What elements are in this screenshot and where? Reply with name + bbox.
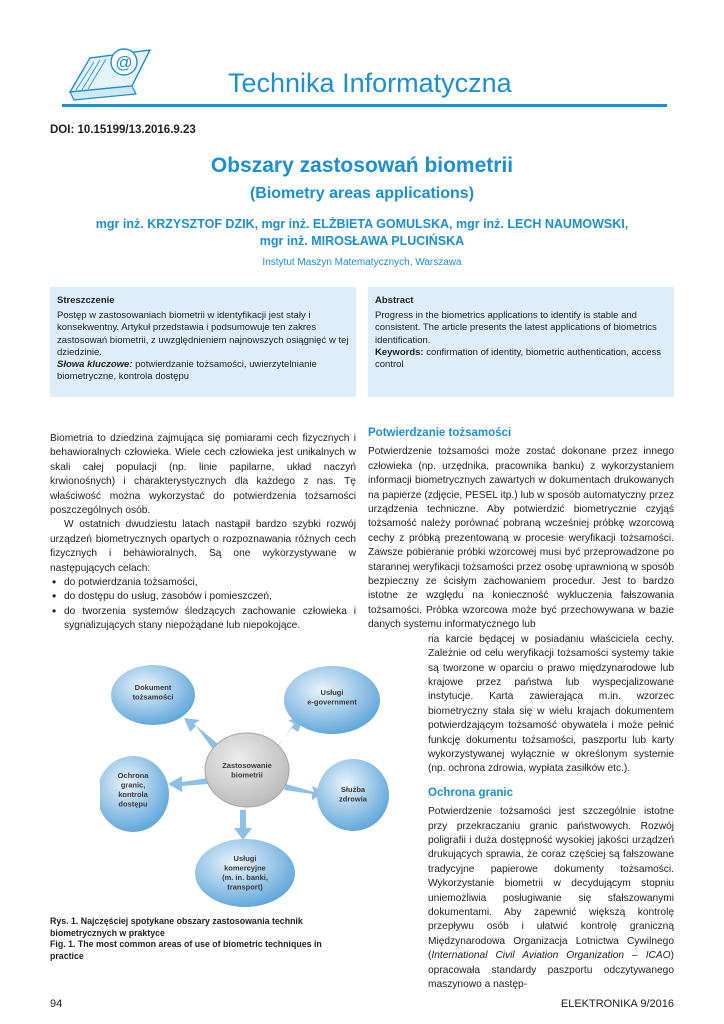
node-label: transport) [227,882,263,892]
paragraph: Biometria to dziedzina zajmująca się pomiarami cech fizycznych i behawioralnych człowieka. Wiele cech człowieka jest unikalnych w skali całej populacji (np. linie papilarne, układ naczyń krwionośnych) i charakterystycznych dla każdego z nas. Tę właściwość można wykorzystać do potwierdzenia tożsamości poszczególnych osób. [50,433,356,517]
node-label: Usługi [320,688,344,697]
node-label: Usługi [233,854,257,863]
text-run: Potwierdzenie tożsamości jest szczególnie istotne przy przekraczaniu granic państwowych. Rozwój poligrafii i duża dostępność wysokiej jakości urządzeń drukujących sprawia, że coraz częściej są fałszowane tradycyjne papierowe dokumenty tożsamości. Wykorzystanie biometrii w decydującym stopniu uniemożliwia posługiwanie się sfałszowanymi dokumentami. Aby zapewnić większą kontrolę przepływu osób i ułatwić kontrolę graniczną Międzynarodowa Organizacja Lotnictwa Cywilnego ( [428,806,674,962]
authors [40,216,684,250]
abstract-en-text: Progress in the biometrics applications to identify is stable and consistent. The article presents the latest applications of biometrics identification. [375,310,657,346]
abstract-pl-box [50,287,356,397]
abstract-en-keywords [375,347,667,371]
authors-line-2: mgr inż. MIROSŁAWA PLUCIŃSKA [259,234,465,248]
figure-caption [50,916,356,962]
journal-title: Technika Informatyczna [228,68,512,98]
caption-pl: Rys. 1. Najczęściej spotykane obszary zastosowania technik biometrycznych w praktyce [50,916,303,938]
text-run: – [624,950,646,962]
right-column [368,426,674,992]
italic-run: ICAO [645,950,671,962]
paragraph [428,805,674,992]
center-node-label: Zastosowanie [222,761,272,770]
node-label: e-government [307,697,357,707]
doi: DOI: 10.15199/13.2016.9.23 [50,124,196,136]
keywords-en-label: Keywords: [375,346,424,358]
section-title: Potwierdzanie tożsamości [368,427,512,439]
keywords-pl: potwierdzanie tożsamości, uwierzytelnianie biometryczne, kontrola dostępu [57,359,317,383]
abstract-pl-text: Postęp w zastosowaniach biometrii w identyfikacji jest stały i konsekwentny. Artykuł przedstawia i podsumowuje ten zakres zastosowań biometrii, z uwzględnieniem najnowszych osiągnięć w tej dziedzinie. [57,310,349,358]
section-title: Ochrona granic [428,786,513,799]
paragraph: Potwierdzenie tożsamości może zostać dokonane przez innego człowieka (np. urzędnika, pracownika banku) z wykorzystaniem informacji biometrycznych zawartych w dokumentach drukowanych na papierze (zdjęcie, PESEL itp.) lub w sposób automatyczny przez urządzenia techniczne. Aby potwierdzić biometrycznie czyjąś tożsamość należy porównać pobraną wcześniej próbkę wzorcową cechy z próbką prezentowaną w procesie weryfikacji tożsamości. Zawsze pobieranie próbki wzorcowej musi być przeprowadzone po starannej weryfikacji tożsamości przez osobę uprawnioną w sposób bezpieczny ze ścisłym zachowaniem procedur. Jest to bardzo istotne ze względu na konieczność wykluczenia fałszowania tożsamości. Próbka wzorcowa może być przechowywana w bazie danych systemu informatycznego lub [368,446,674,631]
node-label: Służba [340,785,366,794]
keywords-en: confirmation of identity, biometric authentication, access control [375,346,662,371]
node-label: Ochrona [117,771,149,780]
list-item: • do dostępu do usług, zasobów i pomieszczeń, [50,590,356,604]
abstract-pl-keywords [57,359,349,383]
text-run: ) opracowała standardy paszportu odczytywanego maszynowo a następ- [428,950,675,991]
node-label: tożsamości [132,692,174,702]
list-item: • do potwierdzania tożsamości, [50,576,356,590]
list-item: • do tworzenia systemów śledzących zachowanie człowieka i sygnalizujących stany niepożądane lub niepokojące. [50,605,356,634]
page-number: 94 [50,998,63,1010]
caption-en: Fig. 1. The most common areas of use of biometric techniques in practice [50,939,322,961]
node-label: (m. in. banki, [222,873,268,882]
biometrics-applications-diagram [100,660,390,910]
article-title-pl: Obszary zastosowań biometrii [210,154,514,177]
journal-logo-icon [62,40,162,104]
center-node-label: biometrii [231,770,263,780]
authors-line-1: mgr inż. KRZYSZTOF DZIK, mgr inż. ELŻBIETA GOMULSKA, mgr inż. LECH NAUMOWSKI, [95,217,629,231]
abstract-pl-heading: Streszczenie [57,295,115,306]
node-label: granic, [120,780,146,790]
affiliation: Instytut Maszyn Matematycznych, Warszawa [262,257,462,268]
article-title-en: (Biometry areas applications) [249,185,475,202]
paragraph: na karcie będącej w posiadaniu właściciela cechy. Zależnie od celu weryfikacji tożsamości systemy takie są tworzone w oparciu o prawo międzynarodowe lub krajowe przez państwa lub wyspecjalizowane instytucje. Karta zawierająca m.in. wzorzec biometryczny stała się w wielu krajach dokumentem potwierdzającym tożsamość obywatela i może pełnić funkcję dokumentu tożsamości, paszportu lub karty wykorzystywanej wyłącznie w określonym systemie (np. ochrona zdrowia, wypłata zasiłków etc.). [428,633,674,775]
node-label: komercyjne [224,863,266,873]
node-label: zdrowia [339,794,367,804]
keywords-pl-label: Słowa kluczowe: [57,359,133,371]
abstract-en-box [368,287,674,397]
italic-run: International Civil Aviation Organization [431,950,625,962]
node-label: kontrola [118,790,148,799]
left-column [50,432,356,634]
node-label: Dokument [134,683,172,692]
at-symbol: @ [115,53,133,72]
abstract-en-heading: Abstract [375,295,414,306]
header-rule [62,104,667,107]
journal-issue: ELEKTRONIKA 9/2016 [560,998,674,1010]
node-label: dostępu [118,799,148,809]
paragraph: W ostatnich dwudziestu latach nastąpił bardzo szybki rozwój urządzeń biometrycznych opartych o rozpoznawania różnych cech fizycznych i behawioralnych. Są one wykorzystywane w następujących celach: [50,519,356,574]
